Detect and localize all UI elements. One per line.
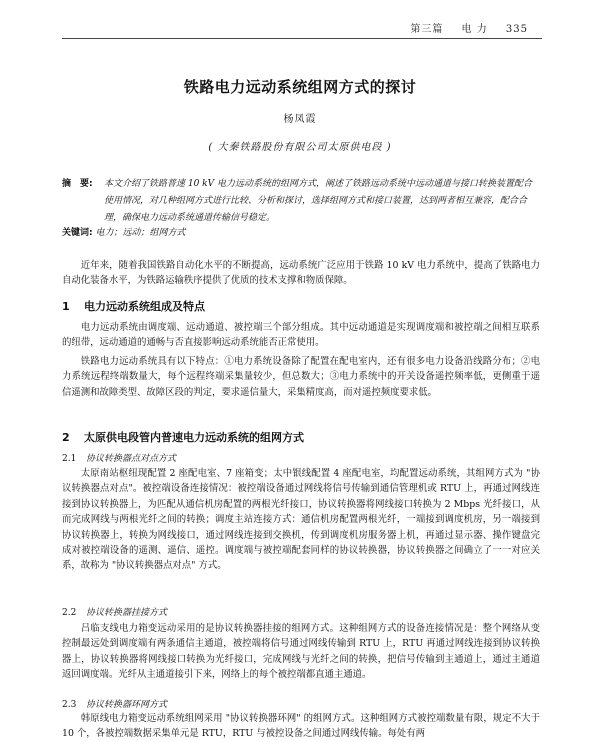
page-number: 335 [505,24,528,35]
subsection-2-1-title: 协议转换器点对点方式 [86,454,177,464]
subsection-2-2-number: 2.2 [62,608,77,618]
abstract-text: 本文介绍了铁路普速 10 kV 电力远动系统的组网方式，阐述了铁路远动系统中远动通道与接口转换装置配合使用情况，对几种组网方式进行比较、分析和探讨，选择组网方式和接口装置，达到两者相互兼容，配合合理，确保电力远动系统通道传输信号稳定。 [104,179,532,223]
section-1-paragraph-2: 铁路电力远动系统具有以下特点：①电力系统设备除了配置在配电室内，还有很多电力设备沿线路分布；②电力系统远程终端数量大，每个远程终端采集量较少，但总数大；③电力系统中的开关设备遥控频率低，更侧重于遥信遥测和故障类型、故障区段的判定，要求遥信量大，采集精度高，而对遥控频度要求低。 [62,356,540,398]
section-2-title: 太原供电段管内普速电力远动系统的组网方式 [84,431,304,444]
section-1-number: 1 [62,300,70,313]
intro-paragraph: 近年来，随着我国铁路自动化水平的不断提高，远动系统广泛应用于铁路 10 kV 电力系统中，提高了铁路电力自动化装备水平，为铁路运输秩序提供了优质的技术支撑和物质保障。 [62,260,540,287]
section-2-heading [62,429,540,445]
abstract-label: 摘 要: [62,179,93,189]
section-2-number: 2 [62,431,70,444]
header-topic: 电 力 [461,24,488,35]
header-chapter: 第三篇 [410,24,444,35]
section-1-heading [62,298,540,314]
subsection-2-3-title: 协议转换器环网方式 [86,700,168,710]
section-1-title: 电力远动系统组成及特点 [84,300,205,313]
subsection-2-1-paragraph: 太原南站枢纽现配置 2 座配电室、7 座箱变；太中银线配置 4 座配电室，均配置远动系统，其组网方式为 "协议转换器点对点"。被控端设备连接情况：被控端设备通过网线将信号传输到通信管理机或 RTU 上，再通过网线连接到协议转换器上，为匹配从通信机房配置的两根光纤接口，协议转换器将网线接口转换为 2 Mbps 光纤接口，从而完成网线与两根光纤之间的转换；调度主站连接方式：通信机房配置两根光纤，一端接到调度机房，另一端接到协议转换器上，转换为网线接口，通过网线连接到交换机，传到调度机房服务器上机，再通过显示器、操作键盘完成对被控端设备的遥测、遥信、遥控。调度端与被控端配套同样的协议转换器，协议转换器之间确立了一一对应关系，故称为 "协议转换器点对点" 方式。 [62,468,540,572]
article-author: 杨凤霞 [283,114,317,125]
subsection-2-3-heading [62,697,540,710]
subsection-2-3-number: 2.3 [62,700,77,710]
subsection-2-2-heading [62,605,540,618]
keywords-text: 电力；远动；组网方式 [95,228,186,238]
subsection-2-2-paragraph: 吕临支线电力箱变远动采用的是协议转换器挂接的组网方式。这种组网方式的设备连接情况是：整个网络从变控制最远处到调度端有两条通信主通道，被控端将信号通过网线传输到 RTU 上，RTU 再通过网线连接到协议转换器上，协议转换器将网线接口转换为光纤接口，完成网线与光纤之间的转换，把信号传输到主通道上，通过主通道返回调度端。光纤从主通道接引下来，网络上的每个被控端都直通主通道。 [62,623,540,681]
running-header [396,20,528,35]
section-1-paragraph-1: 电力远动系统由调度端、远动通道、被控端三个部分组成。其中远动通道是实现调度端和被控端之间相互联系的纽带，远动通道的通畅与否直接影响远动系统能否正常使用。 [62,322,540,349]
subsection-2-3-paragraph: 韩原线电力箱变远动系统组网采用 "协议转换器环网" 的组网方式。这种组网方式被控端数量有限，规定不大于 10 个，各被控端数据采集单元是 RTU，RTU 与被控设备之间通过网线传输。每处有两 [62,713,540,740]
subsection-2-1-number: 2.1 [62,454,77,464]
keywords-label: 关键词: [62,228,93,238]
abstract-block [62,176,540,227]
keywords-block [62,225,540,241]
header-rule [62,38,542,39]
article-title: 铁路电力远动系统组网方式的探讨 [183,78,417,96]
subsection-2-2-title: 协议转换器挂接方式 [86,608,168,618]
subsection-2-1-heading [62,451,540,464]
article-affiliation: ( 大秦铁路股份有限公司太原供电段 ) [208,142,392,153]
